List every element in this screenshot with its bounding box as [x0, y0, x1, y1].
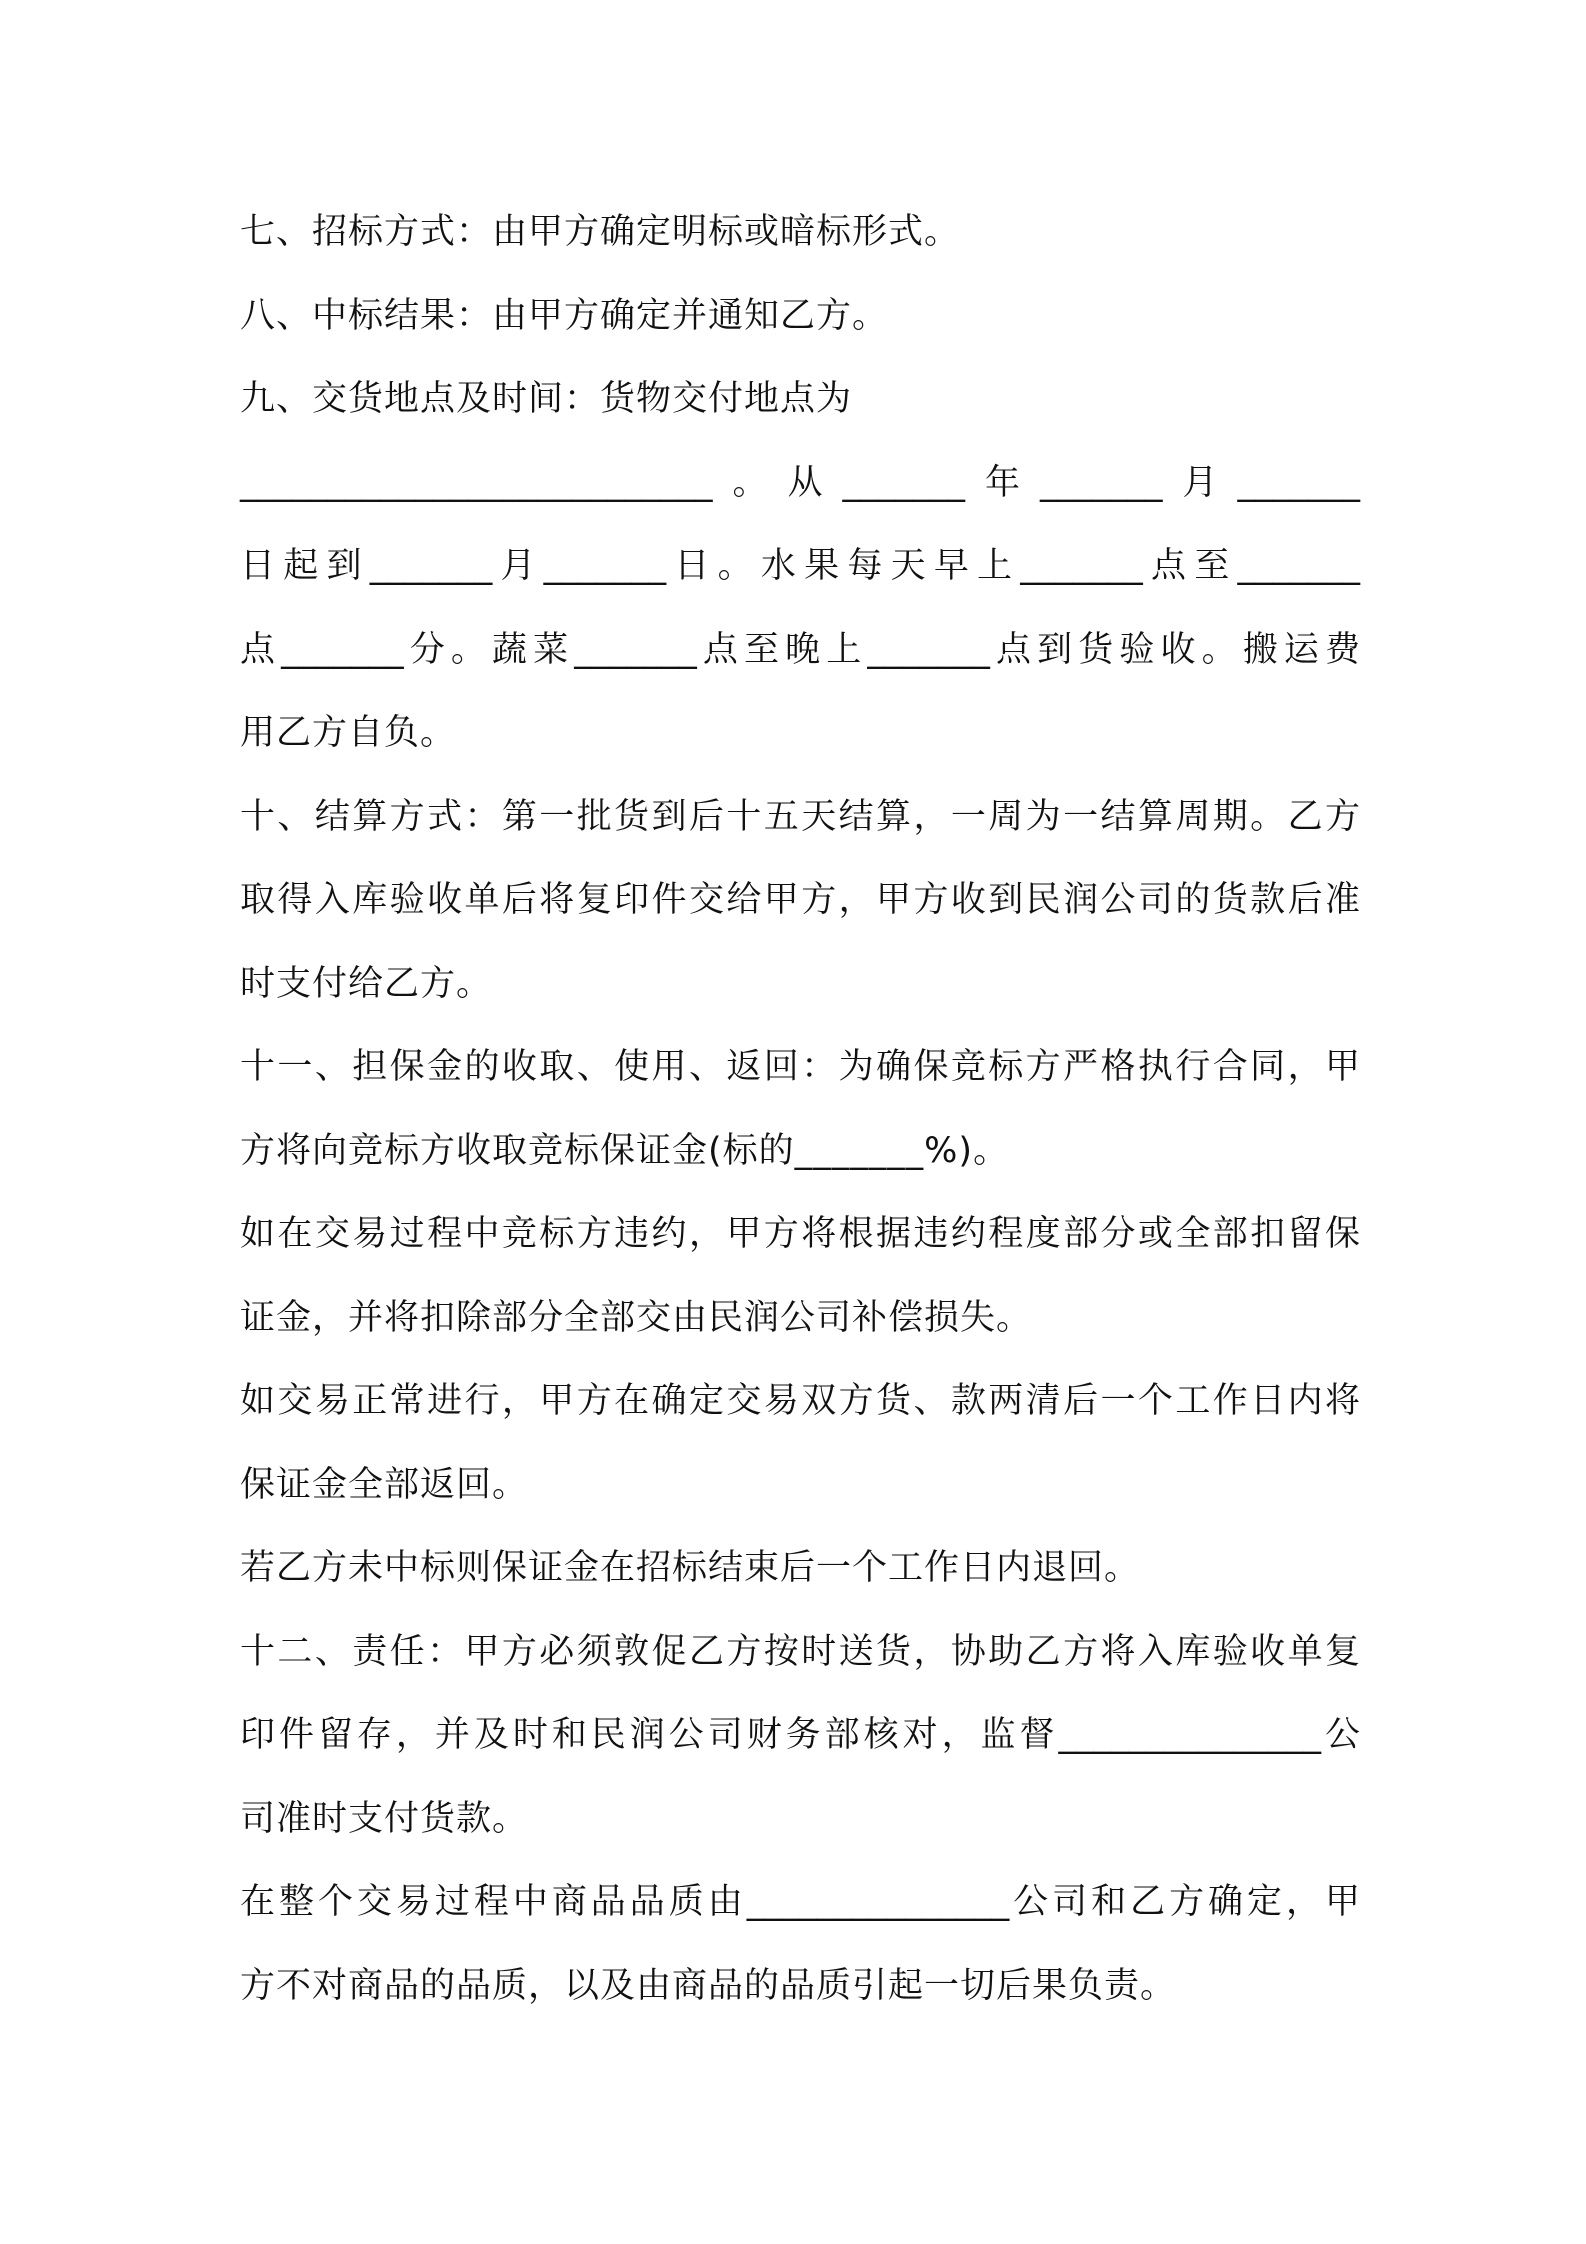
clause-8-line: 八、中标结果：由甲方确定并通知乙方。 — [240, 295, 889, 336]
clause-9-line-5: 用乙方自负。 — [240, 713, 457, 753]
clause-10-line-1: 十、结算方式：第一批货到后十五天结算，一周为一结算周期。乙方 — [240, 796, 1360, 837]
clause-11-line-4: 证金，并将扣除部分全部交由民润公司补偿损失。 — [240, 1297, 1033, 1338]
document-body — [240, 197, 1360, 2034]
clause-11-line-7: 若乙方未中标则保证金在招标结束后一个工作日内退回。 — [240, 1548, 1141, 1588]
clause-11-line-1: 十一、担保金的收取、使用、返回：为确保竞标方严格执行合同，甲 — [240, 1047, 1360, 1087]
clause-11-line-5: 如交易正常进行，甲方在确定交易双方货、款两清后一个工作日内将 — [240, 1381, 1360, 1421]
clause-9-line-4: 点_______分。蔬菜_______点至晚上_______点到货验收。搬运费 — [240, 629, 1360, 670]
clause-10-line-2: 取得入库验收单后将复印件交给甲方，甲方收到民润公司的货款后准 — [240, 880, 1360, 920]
clause-12-line-4: 在整个交易过程中商品品质由_______________公司和乙方确定，甲 — [240, 1882, 1360, 1922]
clause-12-line-3: 司准时支付货款。 — [240, 1798, 529, 1839]
clause-11-line-3: 如在交易过程中竞标方违约，甲方将根据违约程度部分或全部扣留保 — [240, 1214, 1360, 1254]
clause-7-line: 七、招标方式：由甲方确定明标或暗标形式。 — [240, 212, 961, 252]
clause-12-line-1: 十二、责任：甲方必须敦促乙方按时送货，协助乙方将入库验收单复 — [240, 1631, 1360, 1672]
clause-10-line-3: 时支付给乙方。 — [240, 963, 493, 1004]
clause-12-line-2: 印件留存，并及时和民润公司财务部核对，监督_______________公 — [240, 1715, 1360, 1755]
clause-11-line-6: 保证金全部返回。 — [240, 1464, 529, 1505]
clause-9-line-3: 日起到_______月_______日。水果每天早上_______点至_______ — [240, 546, 1360, 586]
clause-9-line-1: 九、交货地点及时间：货物交付地点为 — [240, 379, 853, 419]
clause-12-line-5: 方不对商品的品质，以及由商品的品质引起一切后果负责。 — [240, 1965, 1177, 2006]
clause-9-line-2: ___________________________。从_______年_______月_______ — [240, 462, 1360, 503]
clause-11-line-2: 方将向竞标方收取竞标保证金(标的_______%)。 — [240, 1130, 1010, 1171]
